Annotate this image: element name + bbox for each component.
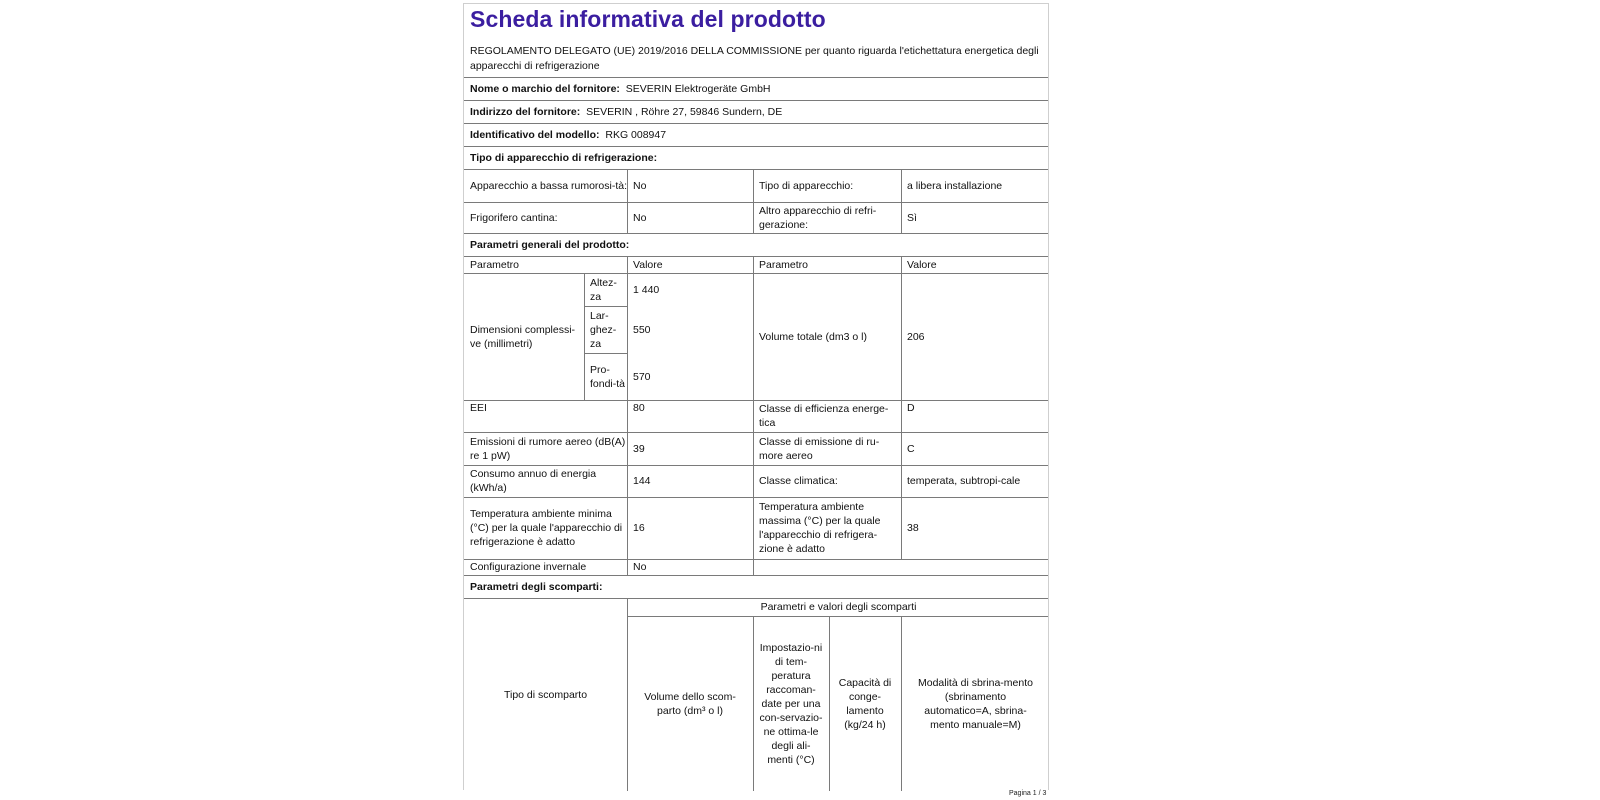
width-value: 550 [633,323,651,336]
product-information-sheet [463,3,1049,790]
model-id-label: Identificativo del modello: [470,128,600,141]
winter-config-value: No [633,561,647,573]
device-type-heading: Tipo di apparecchio di refrigerazione: [470,151,658,164]
supplier-address-label: Indirizzo del fornitore: [470,105,581,118]
model-id-row [464,123,1050,146]
min-ambient-temp-value: 16 [633,522,645,534]
supplier-name-label: Nome o marchio del fornitore: [470,82,620,95]
other-device-label: Altro apparecchio di refri-gerazione: [759,204,877,231]
col-header-param: Parametro [470,258,520,271]
model-id-value: RKG 008947 [605,128,667,141]
supplier-address-row [464,100,1050,123]
col-header-value: Valore [633,258,663,271]
page-number: Pagina 1 / 3 [1009,790,1047,797]
col-header-param-2: Parametro [759,258,809,271]
energy-class-label: Classe di efficienza energe-tica [759,403,889,429]
defrost-mode-header: Modalità di sbrina-mento (sbrinamento automatico=A, sbrina-mento manuale=M) [918,676,1033,731]
winter-config-label: Configurazione invernale [470,561,587,573]
total-volume-value: 206 [907,330,925,343]
depth-value: 570 [633,370,651,383]
height-label: Altez-za [590,276,617,303]
min-ambient-temp-label: Temperatura ambiente minima (°C) per la quale l'apparecchio di refrigerazione è adatto [470,508,623,548]
climate-class-value: temperata, subtropi-cale [907,475,1021,487]
wine-cooler-value: No [633,211,647,224]
width-label: Lar-ghez-za [590,309,617,350]
sheet-title: Scheda informativa del prodotto [470,6,826,32]
compartment-params-heading: Parametri degli scomparti: [470,580,603,593]
noise-emission-value: 39 [633,442,645,455]
low-noise-label: Apparecchio a bassa rumorosi-tà: [470,179,627,192]
wine-cooler-label: Frigorifero cantina: [470,211,558,224]
device-type-value: a libera installazione [907,179,1003,192]
height-value: 1 440 [633,283,660,296]
noise-class-label: Classe di emissione di ru-more aereo [759,435,880,462]
regulation-subtitle: REGOLAMENTO DELEGATO (UE) 2019/2016 DELLA COMMISSIONE per quanto riguarda l'etichettatura energetica degli apparecchi di refrigerazione [470,45,1039,72]
eei-value: 80 [633,402,645,414]
compartment-group-header: Parametri e valori degli scomparti [760,601,917,613]
noise-emission-label: Emissioni di rumore aereo (dB(A) re 1 pW) [470,435,626,462]
depth-label: Pro-fondi-tà [590,363,626,390]
low-noise-value: No [633,179,647,192]
other-device-value: Sì [907,211,917,224]
device-type-label: Tipo di apparecchio: [759,179,854,192]
recommended-temp-header: Impostazio-ni di tem-peratura raccoman-date per una con-servazio-ne ottima-le degli ali-menti (°C) [759,641,823,766]
compartment-type-header: Tipo di scomparto [503,688,588,701]
col-header-value-2: Valore [907,258,937,271]
supplier-name-row [464,77,1050,100]
eei-label: EEI [470,402,487,414]
freezing-capacity-header: Capacità di conge-lamento (kg/24 h) [838,676,892,731]
general-params-heading: Parametri generali del prodotto: [470,238,630,251]
max-ambient-temp-label: Temperatura ambiente massima (°C) per la quale l'apparecchio di refrigera-zione è adatto [759,501,881,555]
max-ambient-temp-value: 38 [907,522,919,534]
total-volume-label: Volume totale (dm3 o l) [759,330,867,343]
annual-consumption-value: 144 [633,475,651,487]
compartment-volume-header: Volume dello scom-parto (dm³ o l) [644,690,736,717]
supplier-address-value: SEVERIN , Röhre 27, 59846 Sundern, DE [586,105,783,118]
noise-class-value: C [907,442,915,455]
annual-consumption-label: Consumo annuo di energia (kWh/a) [470,468,597,494]
dimensions-label: Dimensioni complessi-ve (millimetri) [470,323,576,350]
energy-class-value: D [907,402,915,414]
climate-class-label: Classe climatica: [759,475,838,487]
supplier-name-value: SEVERIN Elektrogeräte GmbH [625,82,771,95]
